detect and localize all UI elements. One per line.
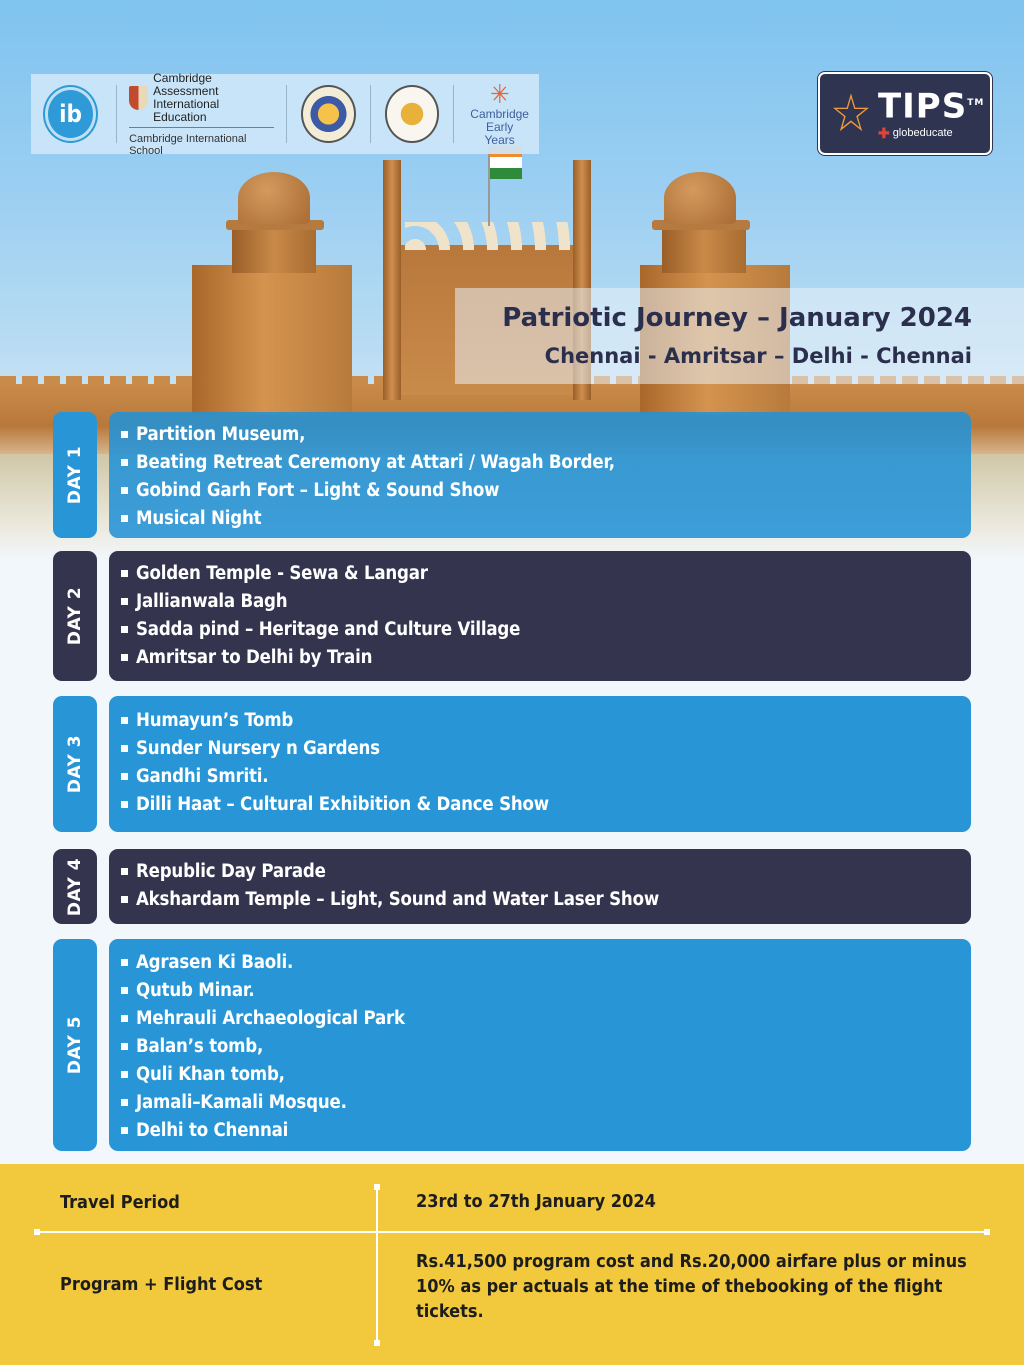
route-subtitle: Chennai - Amritsar – Delhi - Chennai (544, 344, 972, 368)
list-item: Gandhi Smriti. (121, 762, 971, 790)
bullet-icon (121, 868, 128, 875)
cambridge-early-years-logo: ✳ Cambridge Early Years (470, 79, 529, 147)
cost-label: Program + Flight Cost (60, 1274, 263, 1295)
bullet-icon (121, 1015, 128, 1022)
bullet-icon (121, 1127, 128, 1134)
line-endpoint (374, 1184, 380, 1190)
list-item: Quli Khan tomb, (121, 1060, 971, 1088)
day-activities (109, 696, 971, 832)
line-endpoint (984, 1229, 990, 1235)
list-item: Amritsar to Delhi by Train (121, 643, 971, 671)
starburst-icon: ✳ (489, 79, 510, 110)
day-row-2 (53, 551, 971, 681)
list-item: Musical Night (121, 504, 971, 532)
bullet-icon (121, 801, 128, 808)
bullet-icon (121, 1071, 128, 1078)
bullet-icon (121, 626, 128, 633)
globeducate-cross-icon: ✚ (877, 124, 890, 141)
accreditation-logos-bar (31, 70, 539, 157)
list-item: Qutub Minar. (121, 976, 971, 1004)
travel-period-value: 23rd to 27th January 2024 (416, 1191, 656, 1212)
list-item: Republic Day Parade (121, 857, 971, 885)
bullet-icon (121, 773, 128, 780)
day-tab: DAY 1 (53, 412, 97, 538)
list-item: Partition Museum, (121, 420, 971, 448)
bullet-icon (121, 717, 128, 724)
travel-period-label: Travel Period (60, 1192, 180, 1213)
star-figure-icon: ☆ (830, 83, 872, 144)
day-tab: DAY 5 (53, 939, 97, 1151)
line-endpoint (34, 1229, 40, 1235)
page-title: Patriotic Journey – January 2024 (502, 303, 972, 333)
day-activities (109, 849, 971, 924)
list-item: Agrasen Ki Baoli. (121, 948, 971, 976)
day-row-3 (53, 696, 971, 832)
bullet-icon (121, 487, 128, 494)
list-item: Jallianwala Bagh (121, 587, 971, 615)
bullet-icon (121, 515, 128, 522)
bullet-icon (121, 598, 128, 605)
tips-brand-logo: ☆ TIPS™ ✚ globeducate (818, 72, 992, 155)
bullet-icon (121, 654, 128, 661)
line-endpoint (374, 1340, 380, 1346)
list-item: Beating Retreat Ceremony at Attari / Wagah Border, (121, 448, 971, 476)
divider (453, 85, 454, 143)
bullet-icon (121, 431, 128, 438)
divider (286, 85, 287, 143)
day-activities (109, 551, 971, 681)
cisce-seal-logo (385, 85, 440, 143)
list-item: Gobind Garh Fort – Light & Sound Show (121, 476, 971, 504)
day-activities (109, 412, 971, 538)
list-item: Akshardam Temple – Light, Sound and Water Laser Show (121, 885, 971, 913)
day-tab: DAY 4 (53, 849, 97, 924)
list-item: Mehrauli Archaeological Park (121, 1004, 971, 1032)
bullet-icon (121, 459, 128, 466)
bullet-icon (121, 987, 128, 994)
list-item: Humayun’s Tomb (121, 706, 971, 734)
trip-details-table (0, 1164, 1024, 1365)
divider (116, 85, 117, 143)
divider (37, 1231, 988, 1233)
divider (376, 1186, 378, 1344)
list-item: Golden Temple - Sewa & Langar (121, 559, 971, 587)
list-item: Dilli Haat – Cultural Exhibition & Dance Show (121, 790, 971, 818)
ib-logo: ib (45, 87, 96, 141)
list-item: Sadda pind – Heritage and Culture Village (121, 615, 971, 643)
bullet-icon (121, 1043, 128, 1050)
bullet-icon (121, 745, 128, 752)
day-tab: DAY 3 (53, 696, 97, 832)
bullet-icon (121, 896, 128, 903)
day-row-5 (53, 939, 971, 1151)
day-activities (109, 939, 971, 1151)
list-item: Delhi to Chennai (121, 1116, 971, 1144)
divider (370, 85, 371, 143)
day-row-1 (53, 412, 971, 538)
cambridge-shield-icon (129, 86, 148, 110)
cbse-seal-logo (301, 85, 356, 143)
bullet-icon (121, 959, 128, 966)
cambridge-assessment-logo: Cambridge Assessment International Education Cambridge International School (125, 72, 278, 157)
bullet-icon (121, 1099, 128, 1106)
list-item: Balan’s tomb, (121, 1032, 971, 1060)
day-row-4 (53, 849, 971, 924)
bullet-icon (121, 570, 128, 577)
day-tab: DAY 2 (53, 551, 97, 681)
list-item: Jamali–Kamali Mosque. (121, 1088, 971, 1116)
list-item: Sunder Nursery n Gardens (121, 734, 971, 762)
cost-value: Rs.41,500 program cost and Rs.20,000 airfare plus or minus 10% as per actuals at the time of thebooking of the flight tickets. (416, 1251, 967, 1322)
